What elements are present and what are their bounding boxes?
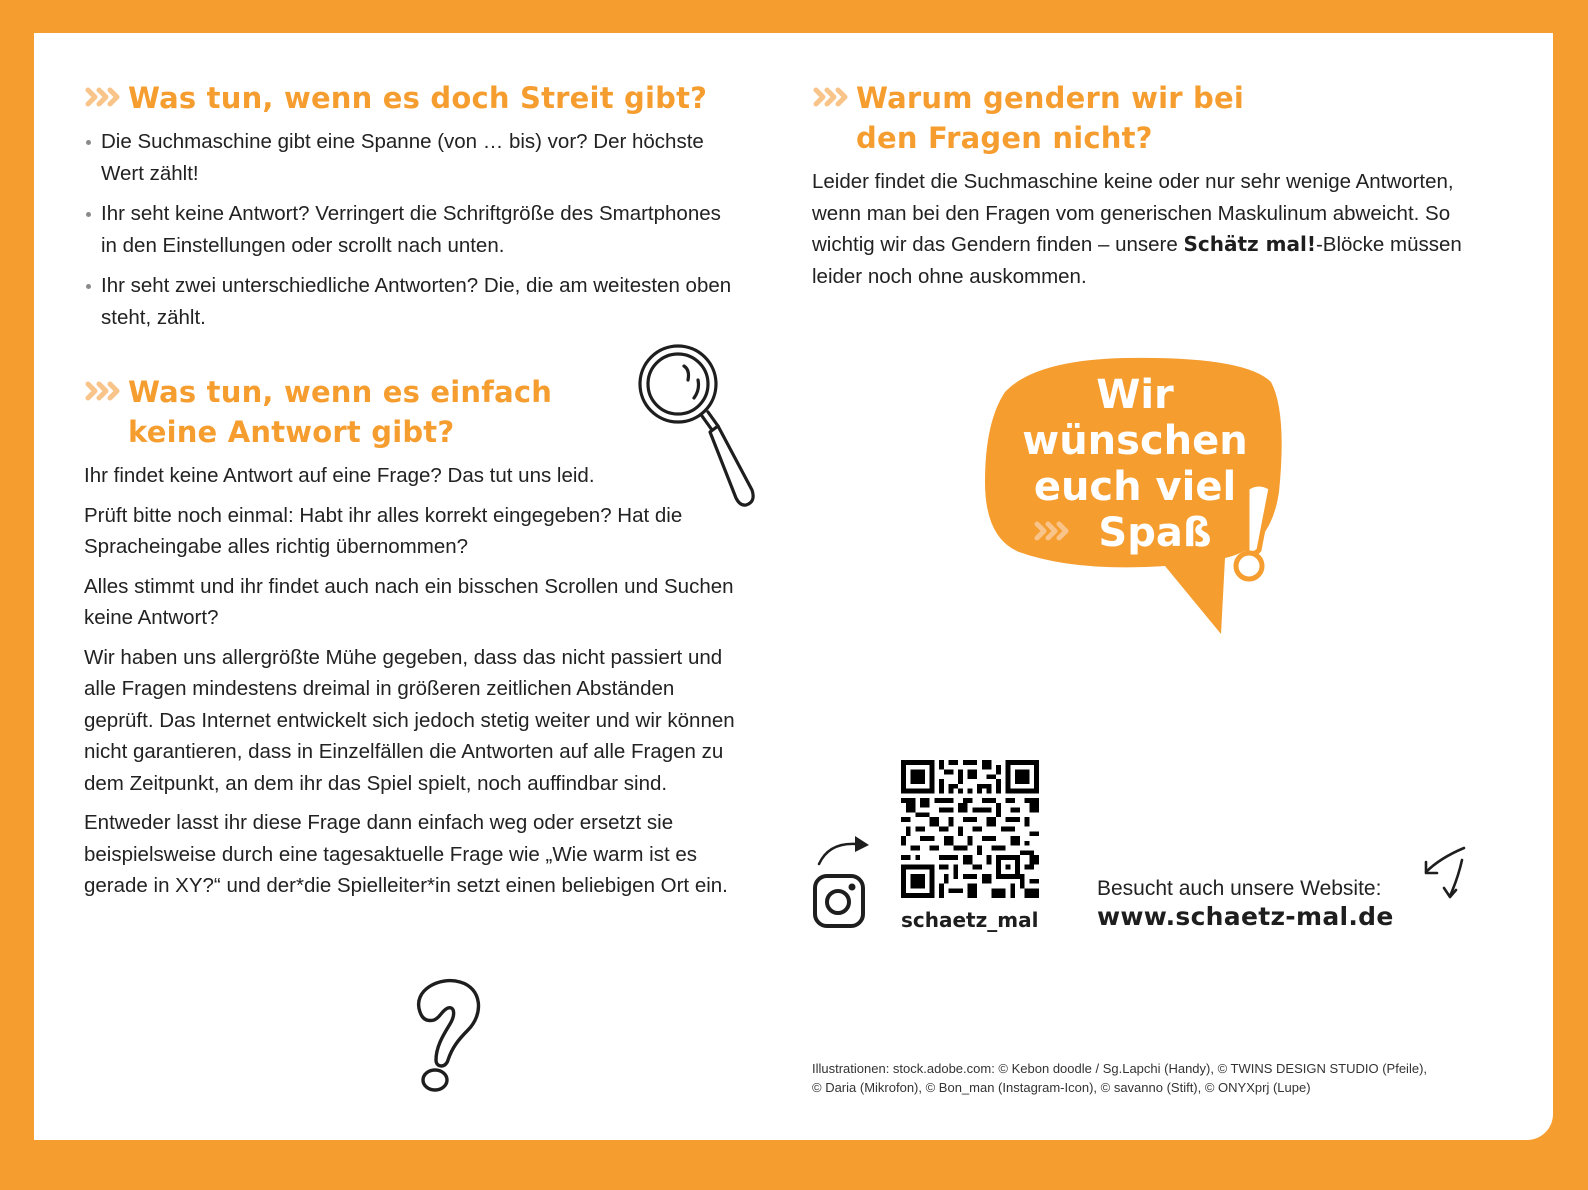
paragraph: Wir haben uns allergrößte Mühe gegeben, dass das nicht passiert und alle Fragen mindestens dreimal in größeren zeitlichen Abständen geprüft. Das Internet entwickelt sich jedoch stetig weiter und wir können nicht garantieren, dass in Einzelfällen die Antworten auf alle Fragen zu dem Zeitpunkt, an dem ihr das Spiel spielt, noch auffindbar sind. bbox=[84, 645, 735, 795]
credits-line: Illustrationen: stock.adobe.com: © Kebon doodle / Sg.Lapchi (Handy), © TWINS DESIGN STUDIO (Pfeile), bbox=[812, 1061, 1428, 1076]
paragraph: Ihr findet keine Antwort auf eine Frage? Das tut uns leid. bbox=[84, 464, 595, 487]
paragraph: Alles stimmt und ihr findet auch nach ein bisschen Scrollen und Suchen keine Antwort? bbox=[84, 574, 734, 629]
bullet-text: Ihr seht zwei unterschiedliche Antworten? Die, die am weitesten oben steht, zählt. bbox=[101, 274, 732, 329]
chevrons-icon bbox=[812, 86, 850, 108]
paragraph-text: Leider findet die Suchmaschine keine oder nur sehr wenige Antworten, wenn man bei den Fragen vom generischen Maskulinum abweicht. So wichtig wir das Gendern finden – unsere bbox=[812, 170, 1454, 256]
dispute-list bbox=[84, 126, 734, 342]
paragraph-text: -Blöcke müssen leider noch ohne auskommen. bbox=[812, 233, 1462, 288]
gender-body bbox=[812, 166, 1482, 300]
illustration-credits bbox=[812, 1059, 1512, 1097]
credits-line: © Daria (Mikrofon), © Bon_man (Instagram-Icon), © savanno (Stift), © ONYXprj (Lupe) bbox=[812, 1080, 1311, 1095]
instagram-icon[interactable] bbox=[812, 872, 866, 930]
heading-no-answer-text: Was tun, wenn es einfach keine Antwort gibt? bbox=[128, 375, 553, 449]
question-mark-icon bbox=[410, 976, 490, 1094]
bullet-item bbox=[84, 270, 734, 333]
instagram-handle[interactable]: schaetz_mal bbox=[901, 908, 1039, 932]
paragraph: Prüft bitte noch einmal: Habt ihr alles korrekt eingegeben? Hat die Spracheingabe alles richtig übernommen? bbox=[84, 503, 683, 558]
bubble-line: Wir bbox=[1096, 372, 1174, 418]
brand-name: Schätz mal! bbox=[1183, 232, 1316, 256]
no-answer-body bbox=[84, 460, 740, 910]
bullet-text: Ihr seht keine Antwort? Verringert die Schriftgröße des Smartphones in den Einstellungen oder scrollt nach unten. bbox=[101, 202, 721, 257]
bubble-line: euch viel bbox=[1033, 464, 1237, 510]
bullet-item bbox=[84, 198, 734, 261]
bubble-line: wünschen bbox=[1022, 418, 1248, 464]
heading-gender bbox=[812, 78, 1312, 158]
heading-gender-text: Warum gendern wir bei den Fragen nicht? bbox=[856, 81, 1245, 155]
heading-dispute-text: Was tun, wenn es doch Streit gibt? bbox=[128, 81, 708, 115]
speech-bubble-text bbox=[1015, 372, 1255, 556]
website-label: Besucht auch unsere Website: bbox=[1097, 877, 1382, 900]
curved-arrow-icon bbox=[815, 832, 875, 868]
qr-code[interactable] bbox=[900, 760, 1040, 898]
bullet-text: Die Suchmaschine gibt eine Spanne (von … bis) vor? Der höchste Wert zählt! bbox=[101, 130, 704, 185]
paragraph: Entweder lasst ihr diese Frage dann einfach weg oder ersetzt sie beispielsweise durch eine tagesaktuelle Frage wie „Wie warm ist es gerade in XY?“ und der*die Spielleiter*in setzt einen beliebigen Ort ein. bbox=[84, 811, 728, 897]
bullet-item bbox=[84, 126, 734, 189]
heading-no-answer bbox=[84, 372, 644, 452]
paragraph bbox=[812, 166, 1482, 292]
bubble-line: Spaß bbox=[1098, 510, 1212, 556]
heading-dispute bbox=[84, 78, 764, 118]
chevrons-icon bbox=[84, 380, 122, 402]
down-arrows-icon bbox=[1420, 846, 1470, 902]
chevrons-icon bbox=[84, 86, 122, 108]
website-link[interactable]: www.schaetz-mal.de bbox=[1097, 902, 1394, 931]
